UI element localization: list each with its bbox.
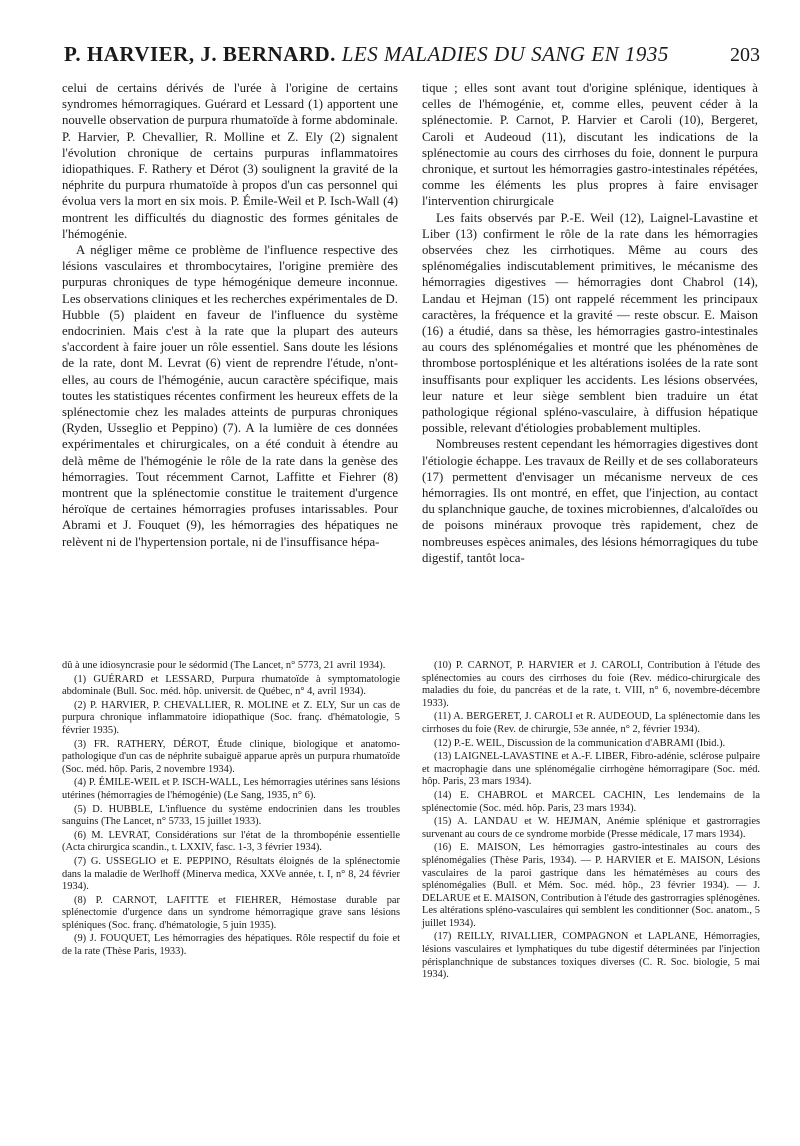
paragraph: celui de certains dérivés de l'urée à l'origine de certains syndromes hémorragiques. Guérard et Lessard (1) apportent une nouvelle observation de purpura rhumatoïde à forme abdominale. P. Harvier, P. Chevallier, R. Molline et Z. Ely (2) signalent l'évolution chronique de certains purpuras inflammatoires idiopathiques. F. Rathery et Dérot (3) soulignent la gravité de la néphrite du purpura rhumatoïde à propos d'un cas personnel qui évolua vers la mort en six mois. P. Émile-Weil et P. Isch-Wall (4) montrent les difficultés du diagnostic des formes génitales de l'hémogénie. xyxy=(62,81,398,241)
footnote: (15) A. LANDAU et W. HEJMAN, Anémie splénique et gastrorragies survenant au cours de ce syndrome morbide (Presse médicale, 17 mars 1934). xyxy=(422,816,760,840)
footnote: (17) REILLY, RIVALLIER, COMPAGNON et LAPLANE, Hémorragies, lésions vasculaires et lymphatiques du tube digestif déterminées par l'injection périsplanchnique de substances toxiques diverses (C. R. Soc. biologie, 5 mai 1934). xyxy=(422,931,760,981)
running-title-authors: P. HARVIER, J. BERNARD. xyxy=(64,42,336,66)
footnote: (3) FR. RATHERY, DÉROT, Étude clinique, biologique et anatomo-pathologique d'un cas de néphrite subaiguë apparue après un purpura rhumatoïde (Soc. méd. hôp. Paris, 2 novembre 1934). xyxy=(62,738,400,775)
right-column xyxy=(422,80,758,566)
footnotes-left xyxy=(62,660,400,960)
footnote: (16) E. MAISON, Les hémorragies gastro-intestinales au cours des splénomégalies (Thèse Paris, 1934). — P. HARVIER et E. MAISON, Lésions vasculaires de la paroi gastrique dans les hématémèses au cours des splénomégalies (Bull. et Mém. Soc. méd. hôp., 23 février 1934). — J. DELARUE et E. MAISON, Contribution à l'étude des gastrorragies splénogènes. Les altérations spléno-vasculaires qui semblent les conditionner (Soc. anatom., 5 juillet 1934). xyxy=(422,842,760,929)
footnote: (12) P.-E. WEIL, Discussion de la communication d'ABRAMI (Ibid.). xyxy=(434,737,726,749)
footnote: (4) P. ÉMILE-WEIL et P. ISCH-WALL, Les hémorragies utérines sans lésions utérines (hémorragies de l'hémogénie) (Le Sang, 1935, n° 6). xyxy=(62,777,400,801)
footnote: (10) P. CARNOT, P. HARVIER et J. CAROLI, Contribution à l'étude des splénectomies au cours des cirrhoses du foie (Rev. médico-chirurgicale des maladies du foie, du pancréas et de la rate, t. VIII, n° 6, novembre-décembre 1933). xyxy=(422,660,760,709)
footnote: (13) LAIGNEL-LAVASTINE et A.-F. LIBER, Fibro-adénie, sclérose pulpaire et macrophagie dans une splénomégalie cirrhogène hémorragipare (Soc. méd. hôp. Paris, 23 mars 1934). xyxy=(422,751,760,788)
paragraph: Les faits observés par P.-E. Weil (12), Laignel-Lavastine et Liber (13) confirment le rôle de la rate dans les hémorragies observées chez les cirrhotiques. Même au cours des splénomégalies indiscutablement primitives, le mécanisme des hémorragies digestives — hémorragies dont Chabrol (14), Landau et Hejman (15) ont rappelé récemment les principaux caractères, la fréquence et la gravité — reste obscur. E. Maison (16) a étudié, dans sa thèse, les hémorragies gastro-intestinales au cours des splénomégalies et montré que les phénomènes de thrombose portosplénique et les altérations isolées de la rate sont insuffisants pour expliquer les accidents. Les lésions observées, leur nature et leur siège semblent bien traduire un état pathologique régional spléno-vasculaire, à diffusion hépatique possible, relevant d'étiologies probablement multiples. xyxy=(422,210,758,436)
footnote: (8) P. CARNOT, LAFITTE et FIEHRER, Hémostase durable par splénectomie d'urgence dans un syndrome hémorragique grave sans lésions spléniques (Soc. franç. d'hématologie, 5 juin 1935). xyxy=(62,894,400,931)
running-header xyxy=(64,42,760,74)
footnote: (5) D. HUBBLE, L'influence du système endocrinien dans les troubles sanguins (The Lancet, n° 5733, 15 juillet 1933). xyxy=(62,803,400,828)
page-number: 203 xyxy=(730,44,760,66)
footnote: (6) M. LEVRAT, Considérations sur l'état de la thrombopénie essentielle (Acta chirurgica scandin., t. LXXIV, fasc. 1-3, 3 février 1934). xyxy=(62,829,400,854)
footnotes-right xyxy=(422,660,760,983)
running-title xyxy=(64,42,669,67)
footnote: (14) E. CHABROL et MARCEL CACHIN, Les lendemains de la splénectomie (Soc. méd. hôp. Paris, 23 mars 1934). xyxy=(422,789,760,814)
paragraph: tique ; elles sont avant tout d'origine splénique, identiques à celles de l'hémogénie, et, comme elles, peuvent céder à la splénectomie. P. Carnot, P. Harvier et Caroli (10), Bergeret, Caroli et Audeoud (11), discutant les indications de la splénectomie au cours des cirrhoses du foie, donnent le purpura chronique, et surtout les hémorragies gastro-intestinales répétées, comme les éléments les plus propres à faire envisager l'intervention chirurgicale xyxy=(422,81,758,209)
paragraph: Nombreuses restent cependant les hémorragies digestives dont l'étiologie échappe. Les travaux de Reilly et de ses collaborateurs (17) permettent d'envisager un mécanisme nerveux de ces hémorragies. Ils ont montré, en effet, que l'injection, au contact du splanchnique gauche, de toxines microbiennes, d'alcaloïdes ou de poisons minéraux provoque très rapidement, chez de nombreuses espèces animales, des lésions hémorragiques du tube digestif, tantôt loca- xyxy=(422,437,758,565)
left-column xyxy=(62,80,398,550)
footnote: (9) J. FOUQUET, Les hémorragies des hépatiques. Rôle respectif du foie et de la rate (Thèse Paris, 1933). xyxy=(62,933,400,958)
footnote: (2) P. HARVIER, P. CHEVALLIER, R. MOLINE et Z. ELY, Sur un cas de purpura chronique inflammatoire idiopathique (Soc. franç. d'hématologie, 5 février 1935). xyxy=(62,699,400,736)
paragraph: A négliger même ce problème de l'influence respective des lésions vasculaires et thrombocytaires, l'origine première des purpuras chroniques de type hémogénique demeure inconnue. Les observations cliniques et les recherches expérimentales de D. Hubble (5) plaident en faveur de l'influence du système endocrinien. Mais c'est à la rate que la plupart des auteurs s'accordent à faire jouer un rôle essentiel. Sans doute les lésions de la rate, dont M. Levrat (6) vient de reprendre l'étude, n'ont-elles, au cours de l'hémogénie, aucun caractère spécifique, mais toutes les statistiques récentes confirment les heureux effets de la splénectomie chez les malades atteints de purpuras chroniques (Ryden, Usseglio et Peppino) (7). A la lumière de ces données expérimentales et chirurgicales, on a été conduit à étendre au delà même de l'hémogénie le rôle de la rate dans la genèse des hémorragies. Tout récemment Carnot, Laffitte et Fiehrer (8) montrent que la splénectomie constitue le traitement d'urgence héroïque de certaines hémorragies profuses intarissables. Pour Abrami et J. Fouquet (9), les hémorragies des hépatiques ne relèvent ni de l'hypertension portale, ni de l'insuffisance hépa- xyxy=(62,243,398,549)
footnote: (11) A. BERGERET, J. CAROLI et R. AUDEOUD, La splénectomie dans les cirrhoses du foie (Rev. de chirurgie, 53e année, n° 2, février 1934). xyxy=(422,711,760,735)
running-title-text: LES MALADIES DU SANG EN 1935 xyxy=(341,42,669,66)
footnote: (1) GUÉRARD et LESSARD, Purpura rhumatoïde à symptomatologie abdominale (Bull. Soc. méd. hôp. universit. de Québec, n° 4, avril 1934). xyxy=(62,673,400,698)
footnote: dû à une idiosyncrasie pour le sédormid (The Lancet, n° 5773, 21 avril 1934). xyxy=(62,660,386,671)
footnote: (7) G. USSEGLIO et E. PEPPINO, Résultats éloignés de la splénectomie dans la maladie de Werlhoff (Minerva medica, XXVe année, t. I, n° 8, 24 février 1934). xyxy=(62,855,400,893)
